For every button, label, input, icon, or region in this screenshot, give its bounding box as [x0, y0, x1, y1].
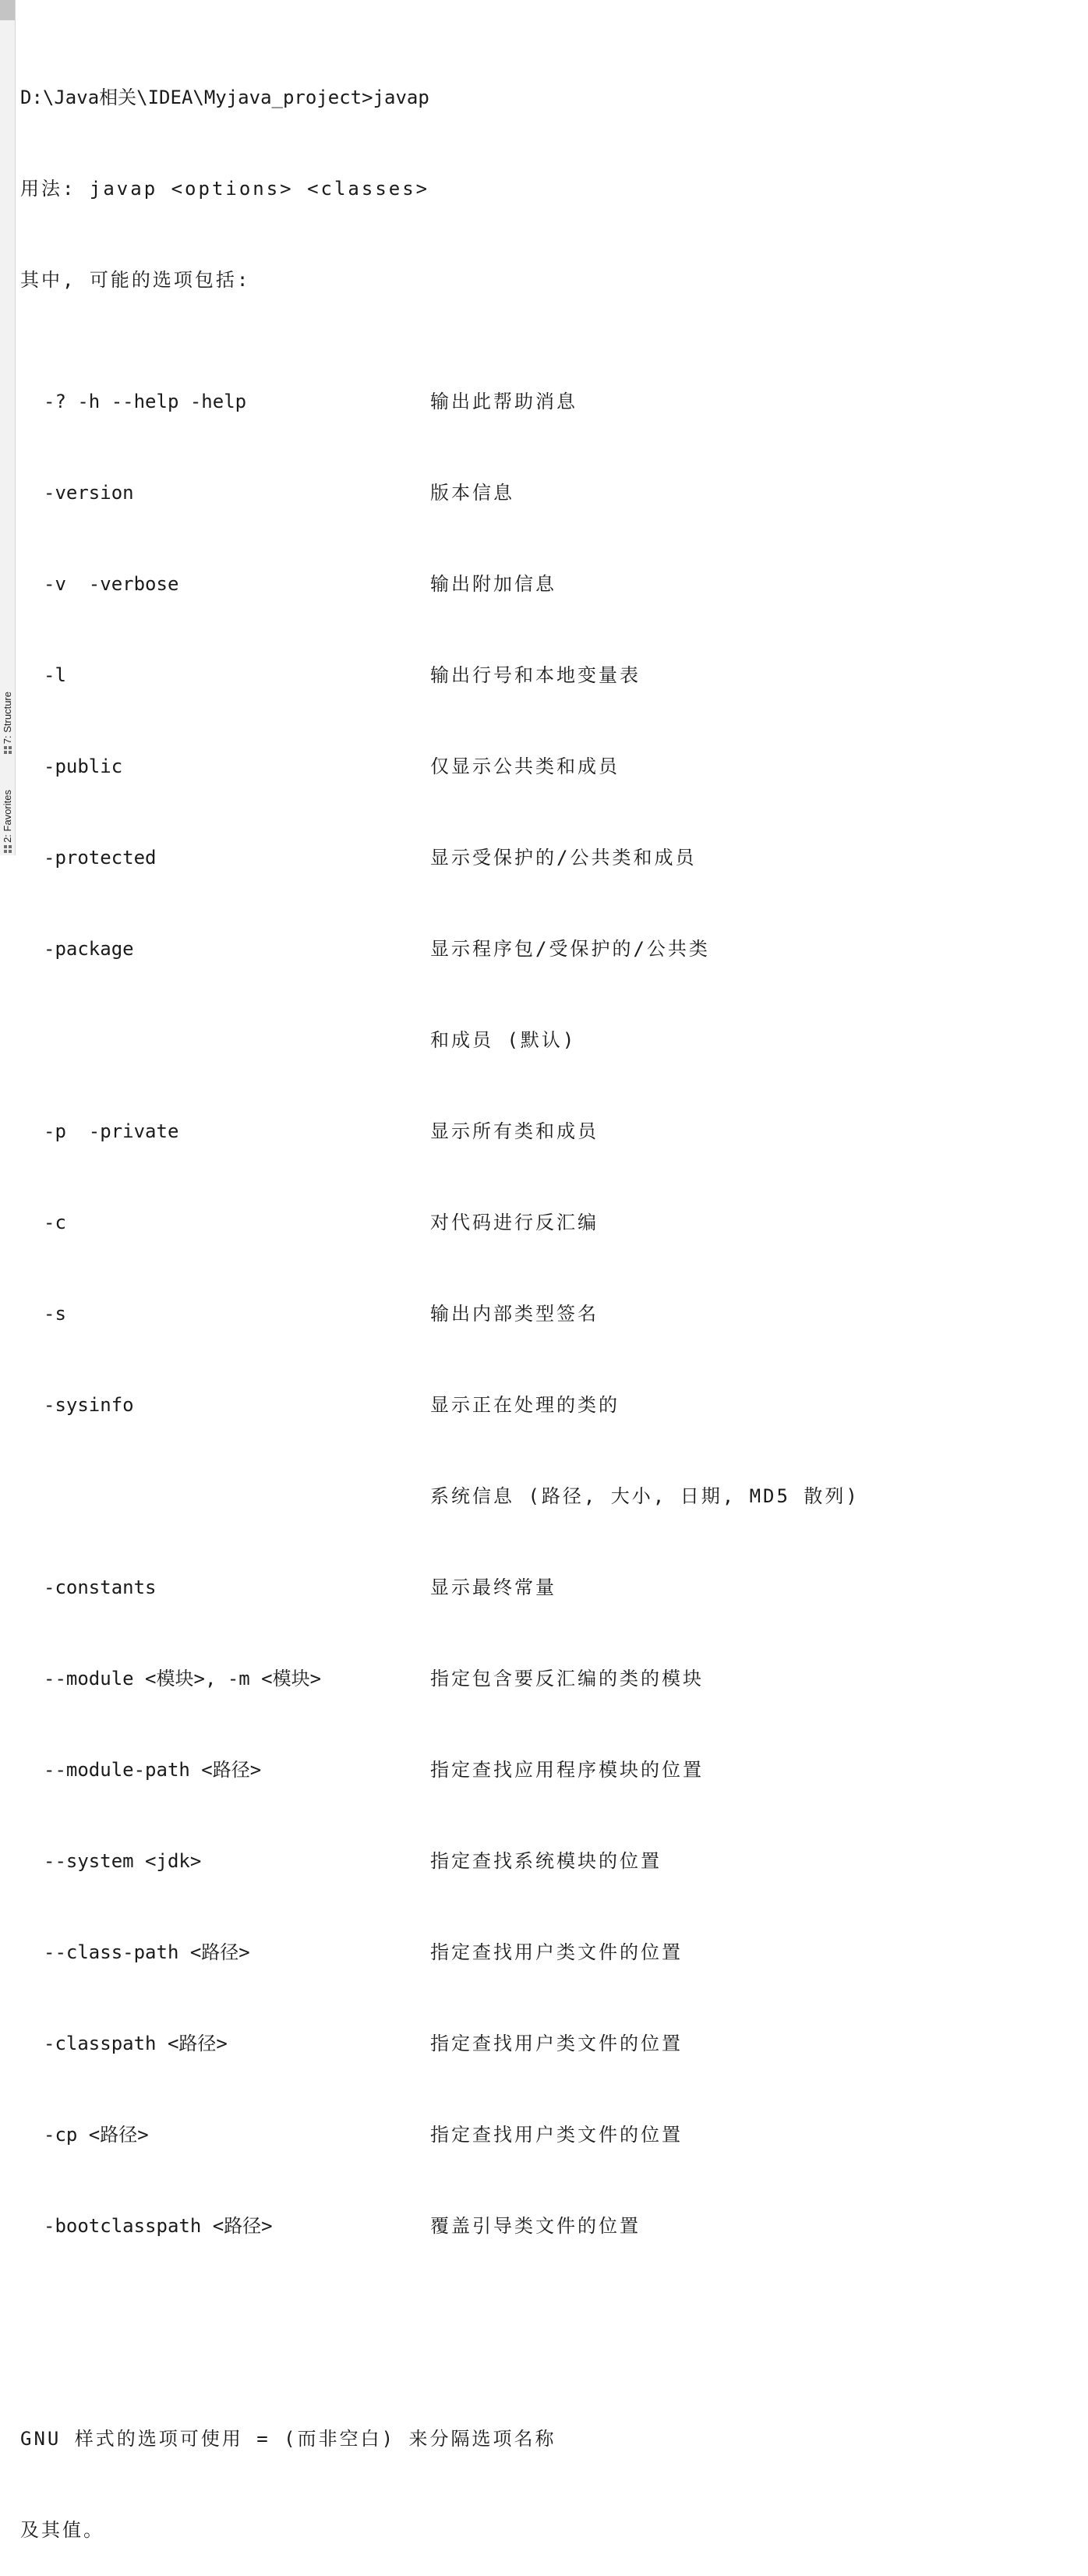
option-row [20, 2120, 1088, 2150]
option-description: 仅显示公共类和成员 [430, 755, 620, 777]
option-description: 显示最终常量 [430, 1576, 556, 1598]
option-flag: -cp <路径> [44, 2124, 149, 2146]
structure-icon [4, 746, 12, 754]
option-description: 覆盖引导类文件的位置 [430, 2215, 641, 2237]
option-description: 指定包含要反汇编的类的模块 [430, 1668, 704, 1690]
console-output[interactable] [20, 22, 1088, 2576]
option-flag: -package [44, 938, 134, 960]
option-row [20, 934, 1088, 964]
option-row-continuation [20, 1481, 1088, 1512]
option-description: 显示所有类和成员 [430, 1120, 599, 1142]
option-description: 指定查找用户类文件的位置 [430, 1941, 683, 1963]
option-row [20, 843, 1088, 873]
option-row [20, 2211, 1088, 2242]
option-row [20, 752, 1088, 782]
option-flag: -constants [44, 1576, 157, 1598]
option-description: 输出行号和本地变量表 [430, 664, 641, 686]
option-flag: -classpath <路径> [44, 2033, 228, 2054]
option-description: 显示受保护的/公共类和成员 [430, 847, 697, 869]
option-description: 指定查找用户类文件的位置 [430, 2033, 683, 2054]
option-row [20, 569, 1088, 600]
option-description: 指定查找用户类文件的位置 [430, 2124, 683, 2146]
options-intro-line: 其中, 可能的选项包括: [20, 269, 251, 291]
option-row [20, 2029, 1088, 2059]
option-flag: -bootclasspath <路径> [44, 2215, 273, 2237]
option-row [20, 1937, 1088, 1968]
option-flag: -? -h --help -help [44, 391, 247, 412]
favorites-tab-label: 2: Favorites [2, 790, 13, 843]
option-row [20, 1846, 1088, 1877]
structure-tool-tab[interactable] [0, 666, 15, 756]
option-description: 显示程序包/受保护的/公共类 [430, 938, 710, 960]
option-flag: -protected [44, 847, 157, 869]
usage-line: 用法: javap <options> <classes> [20, 178, 430, 200]
favorites-tool-tab[interactable] [0, 780, 15, 855]
option-description: 对代码进行反汇编 [430, 1212, 599, 1233]
gnu-note-line: GNU 样式的选项可使用 = (而非空白) 来分隔选项名称 [20, 2428, 556, 2450]
gnu-note-line: 及其值。 [20, 2519, 104, 2541]
option-description: 指定查找应用程序模块的位置 [430, 1759, 704, 1781]
option-flag: --module <模块>, -m <模块> [44, 1668, 322, 1690]
structure-tab-label: 7: Structure [2, 691, 13, 744]
option-row [20, 478, 1088, 508]
option-flag: -v -verbose [44, 573, 179, 595]
option-row [20, 660, 1088, 691]
option-row [20, 1299, 1088, 1329]
option-row [20, 1390, 1088, 1421]
option-flag: --class-path <路径> [44, 1941, 250, 1963]
option-row-continuation [20, 1025, 1088, 1056]
option-flag: -sysinfo [44, 1394, 134, 1416]
option-flag: -s [44, 1303, 66, 1325]
option-description: 指定查找系统模块的位置 [430, 1850, 662, 1872]
option-flag: -version [44, 482, 134, 504]
strip-scroll-thumb[interactable] [0, 0, 15, 20]
option-description: 系统信息 (路径, 大小, 日期, MD5 散列) [430, 1485, 860, 1507]
option-row [20, 1208, 1088, 1238]
option-description: 输出内部类型签名 [430, 1303, 599, 1325]
option-row [20, 1116, 1088, 1147]
option-flag: -l [44, 664, 66, 686]
option-row [20, 1755, 1088, 1785]
option-row [20, 1573, 1088, 1603]
favorites-icon [4, 845, 12, 853]
option-flag: -public [44, 755, 123, 777]
prompt-line: D:\Java相关\IDEA\Myjava_project>javap [20, 87, 429, 108]
blank-line [20, 2333, 1088, 2363]
option-description: 版本信息 [430, 482, 514, 504]
option-flag: --module-path <路径> [44, 1759, 262, 1781]
option-flag: -p -private [44, 1120, 179, 1142]
option-description: 输出附加信息 [430, 573, 556, 595]
option-description: 显示正在处理的类的 [430, 1394, 620, 1416]
option-description: 和成员 (默认) [430, 1029, 577, 1051]
option-row [20, 1664, 1088, 1694]
option-flag: -c [44, 1212, 66, 1233]
option-flag: --system <jdk> [44, 1850, 202, 1872]
option-row [20, 387, 1088, 417]
option-description: 输出此帮助消息 [430, 391, 578, 412]
tool-window-strip [0, 0, 16, 855]
